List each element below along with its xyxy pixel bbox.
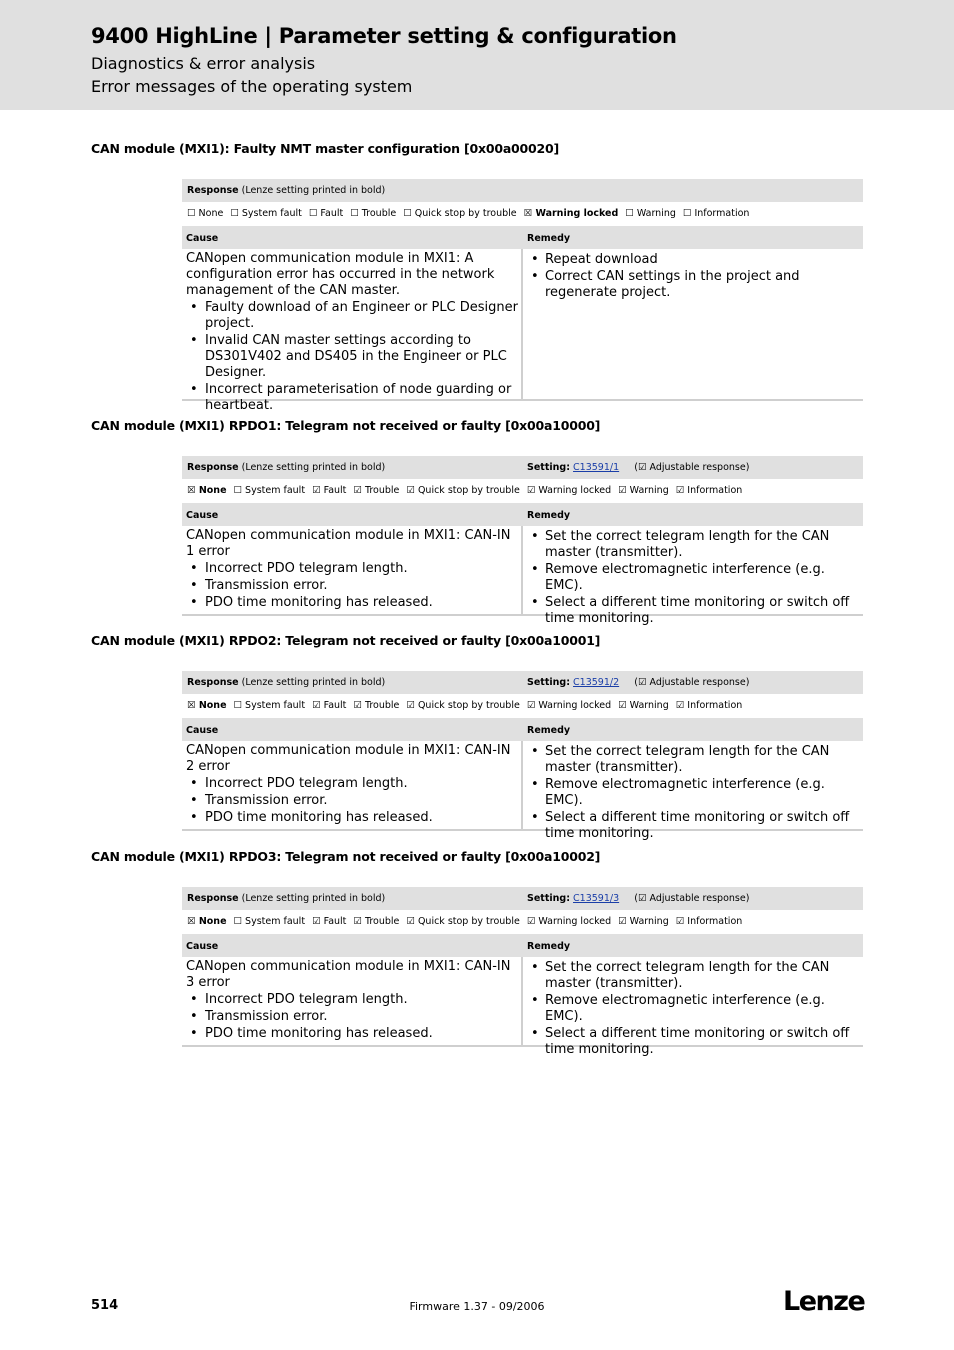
- cause-remedy-body: [182, 526, 863, 626]
- remedy-item: • Set the correct telegram length for the CAN master (transmitter).: [527, 529, 857, 561]
- response-options: [182, 479, 863, 501]
- adjustable-note: (☑ Adjustable response): [634, 893, 750, 904]
- cause-remedy-body: [182, 957, 863, 1057]
- remedy-item: • Select a different time monitoring or switch off time monitoring.: [527, 1026, 857, 1058]
- remedy-cell: [527, 959, 857, 1058]
- cause-header: Cause: [186, 233, 219, 244]
- response-header: [182, 456, 863, 479]
- response-option: ☐ Warning: [625, 207, 676, 219]
- cause-item: • PDO time monitoring has released.: [186, 595, 518, 611]
- response-option: ☑ Fault: [312, 699, 347, 711]
- error-title: CAN module (MXI1) RPDO1: Telegram not received or faulty [0x00a10000]: [91, 418, 601, 433]
- remedy-item: • Remove electromagnetic interference (e.g. EMC).: [527, 993, 857, 1025]
- cause-remedy-body: [182, 249, 863, 413]
- error-title: CAN module (MXI1): Faulty NMT master configuration [0x00a00020]: [91, 141, 560, 156]
- remedy-item: • Remove electromagnetic interference (e.g. EMC).: [527, 777, 857, 809]
- response-option: ☑ Information: [675, 699, 743, 711]
- cause-header: Cause: [186, 510, 219, 521]
- setting-info: [527, 893, 749, 904]
- response-option: ☑ Warning: [618, 915, 669, 927]
- setting-code-link[interactable]: C13591/2: [573, 677, 620, 688]
- cause-item: • Transmission error.: [186, 793, 518, 809]
- setting-info: [527, 462, 749, 473]
- response-option: ☐ System fault: [230, 207, 302, 219]
- remedy-header: Remedy: [527, 941, 571, 952]
- response-option: ☐ System fault: [233, 484, 306, 496]
- remedy-header: Remedy: [527, 233, 571, 244]
- cause-item: • Incorrect PDO telegram length.: [186, 992, 518, 1008]
- response-label: Response (Lenze setting printed in bold): [187, 462, 386, 473]
- cause-cell: [186, 959, 518, 1042]
- error-table: [182, 887, 863, 1057]
- setting-code-link[interactable]: C13591/3: [573, 893, 620, 904]
- response-option: ☐ System fault: [233, 915, 306, 927]
- error-title: CAN module (MXI1) RPDO2: Telegram not received or faulty [0x00a10001]: [91, 633, 601, 648]
- adjustable-note: (☑ Adjustable response): [634, 462, 750, 473]
- cause-remedy-body: [182, 741, 863, 841]
- response-label: Response (Lenze setting printed in bold): [187, 677, 386, 688]
- page-number: 514: [91, 1298, 119, 1313]
- response-option: ☐ None: [187, 207, 224, 219]
- cause-item: • Invalid CAN master settings according to DS301V402 and DS405 in the Engineer or PLC Designer.: [186, 333, 518, 381]
- response-option: ☑ Quick stop by trouble: [406, 699, 520, 711]
- response-option: ☑ Warning: [618, 699, 669, 711]
- response-option: ☑ Warning locked: [526, 915, 612, 927]
- response-options: [182, 202, 863, 224]
- remedy-item: • Select a different time monitoring or switch off time monitoring.: [527, 810, 857, 842]
- response-option: ☐ Trouble: [350, 207, 397, 219]
- response-options: [182, 694, 863, 716]
- response-header: [182, 179, 863, 202]
- cause-text: CANopen communication module in MXI1: A configuration error has occurred in the network management of the CAN master.: [186, 251, 495, 298]
- response-option: ☑ Trouble: [353, 915, 400, 927]
- response-label: Response (Lenze setting printed in bold): [187, 893, 386, 904]
- cause-item: • Faulty download of an Engineer or PLC Designer project.: [186, 300, 518, 332]
- remedy-cell: [527, 251, 857, 301]
- remedy-item: • Remove electromagnetic interference (e.g. EMC).: [527, 562, 857, 594]
- cause-item: • Incorrect PDO telegram length.: [186, 561, 518, 577]
- response-option: ☒ Warning locked: [523, 207, 619, 219]
- cause-text: CANopen communication module in MXI1: CAN-IN 3 error: [186, 959, 511, 990]
- document-title: 9400 HighLine | Parameter setting & configuration: [91, 24, 677, 48]
- response-option: ☑ Trouble: [353, 484, 400, 496]
- page-header: [0, 0, 954, 110]
- adjustable-note: (☑ Adjustable response): [634, 677, 750, 688]
- remedy-header: Remedy: [527, 725, 571, 736]
- response-option: ☐ System fault: [233, 699, 306, 711]
- remedy-item: • Correct CAN settings in the project and regenerate project.: [527, 269, 857, 301]
- response-option: ☑ Information: [675, 915, 743, 927]
- response-option: ☑ Trouble: [353, 699, 400, 711]
- remedy-item: • Select a different time monitoring or switch off time monitoring.: [527, 595, 857, 627]
- cause-cell: [186, 743, 518, 826]
- cause-item: • PDO time monitoring has released.: [186, 1026, 518, 1042]
- remedy-list: [527, 529, 857, 627]
- cause-list: [186, 992, 518, 1042]
- chapter-title: Diagnostics & error analysis: [91, 54, 316, 73]
- response-options: [182, 910, 863, 932]
- remedy-list: [527, 252, 857, 301]
- cause-text: CANopen communication module in MXI1: CAN-IN 2 error: [186, 743, 511, 774]
- response-option: ☐ Information: [682, 207, 750, 219]
- cause-cell: [186, 251, 518, 414]
- setting-label: Setting:: [527, 462, 570, 473]
- cause-item: • Transmission error.: [186, 578, 518, 594]
- cause-cell: [186, 528, 518, 611]
- response-option: ☑ Fault: [312, 484, 347, 496]
- cause-item: • PDO time monitoring has released.: [186, 810, 518, 826]
- response-option: ☐ Fault: [308, 207, 344, 219]
- remedy-header: Remedy: [527, 510, 571, 521]
- cause-list: [186, 561, 518, 611]
- cause-remedy-header: [182, 934, 863, 957]
- remedy-item: • Set the correct telegram length for the CAN master (transmitter).: [527, 744, 857, 776]
- error-table: [182, 671, 863, 841]
- section-heading: Error messages of the operating system: [91, 77, 413, 96]
- cause-list: [186, 300, 518, 414]
- response-option: ☒ None: [187, 699, 227, 711]
- setting-label: Setting:: [527, 677, 570, 688]
- response-header: [182, 887, 863, 910]
- remedy-list: [527, 960, 857, 1058]
- response-option: ☑ Quick stop by trouble: [406, 915, 520, 927]
- response-option: ☒ None: [187, 484, 227, 496]
- setting-info: [527, 677, 749, 688]
- remedy-cell: [527, 743, 857, 842]
- lenze-logo: Lenze: [783, 1286, 865, 1317]
- response-label: Response (Lenze setting printed in bold): [187, 185, 386, 196]
- error-title: CAN module (MXI1) RPDO3: Telegram not received or faulty [0x00a10002]: [91, 849, 601, 864]
- remedy-item: • Set the correct telegram length for the CAN master (transmitter).: [527, 960, 857, 992]
- response-option: ☑ Information: [675, 484, 743, 496]
- response-option: ☑ Warning: [618, 484, 669, 496]
- setting-label: Setting:: [527, 893, 570, 904]
- cause-item: • Incorrect PDO telegram length.: [186, 776, 518, 792]
- setting-code-link[interactable]: C13591/1: [573, 462, 620, 473]
- remedy-list: [527, 744, 857, 842]
- cause-remedy-header: [182, 718, 863, 741]
- cause-remedy-header: [182, 503, 863, 526]
- cause-header: Cause: [186, 941, 219, 952]
- cause-list: [186, 776, 518, 826]
- cause-text: CANopen communication module in MXI1: CAN-IN 1 error: [186, 528, 511, 559]
- cause-header: Cause: [186, 725, 219, 736]
- response-header: [182, 671, 863, 694]
- response-option: ☒ None: [187, 915, 227, 927]
- firmware-version: Firmware 1.37 - 09/2006: [409, 1300, 545, 1313]
- error-table: [182, 179, 863, 413]
- response-option: ☑ Quick stop by trouble: [406, 484, 520, 496]
- cause-item: • Transmission error.: [186, 1009, 518, 1025]
- response-option: ☑ Warning locked: [526, 699, 612, 711]
- remedy-cell: [527, 528, 857, 627]
- response-option: ☐ Quick stop by trouble: [403, 207, 517, 219]
- response-option: ☑ Warning locked: [526, 484, 612, 496]
- cause-remedy-header: [182, 226, 863, 249]
- cause-item: • Incorrect parameterisation of node guarding or heartbeat.: [186, 382, 518, 414]
- remedy-item: • Repeat download: [527, 252, 857, 268]
- response-option: ☑ Fault: [312, 915, 347, 927]
- error-table: [182, 456, 863, 626]
